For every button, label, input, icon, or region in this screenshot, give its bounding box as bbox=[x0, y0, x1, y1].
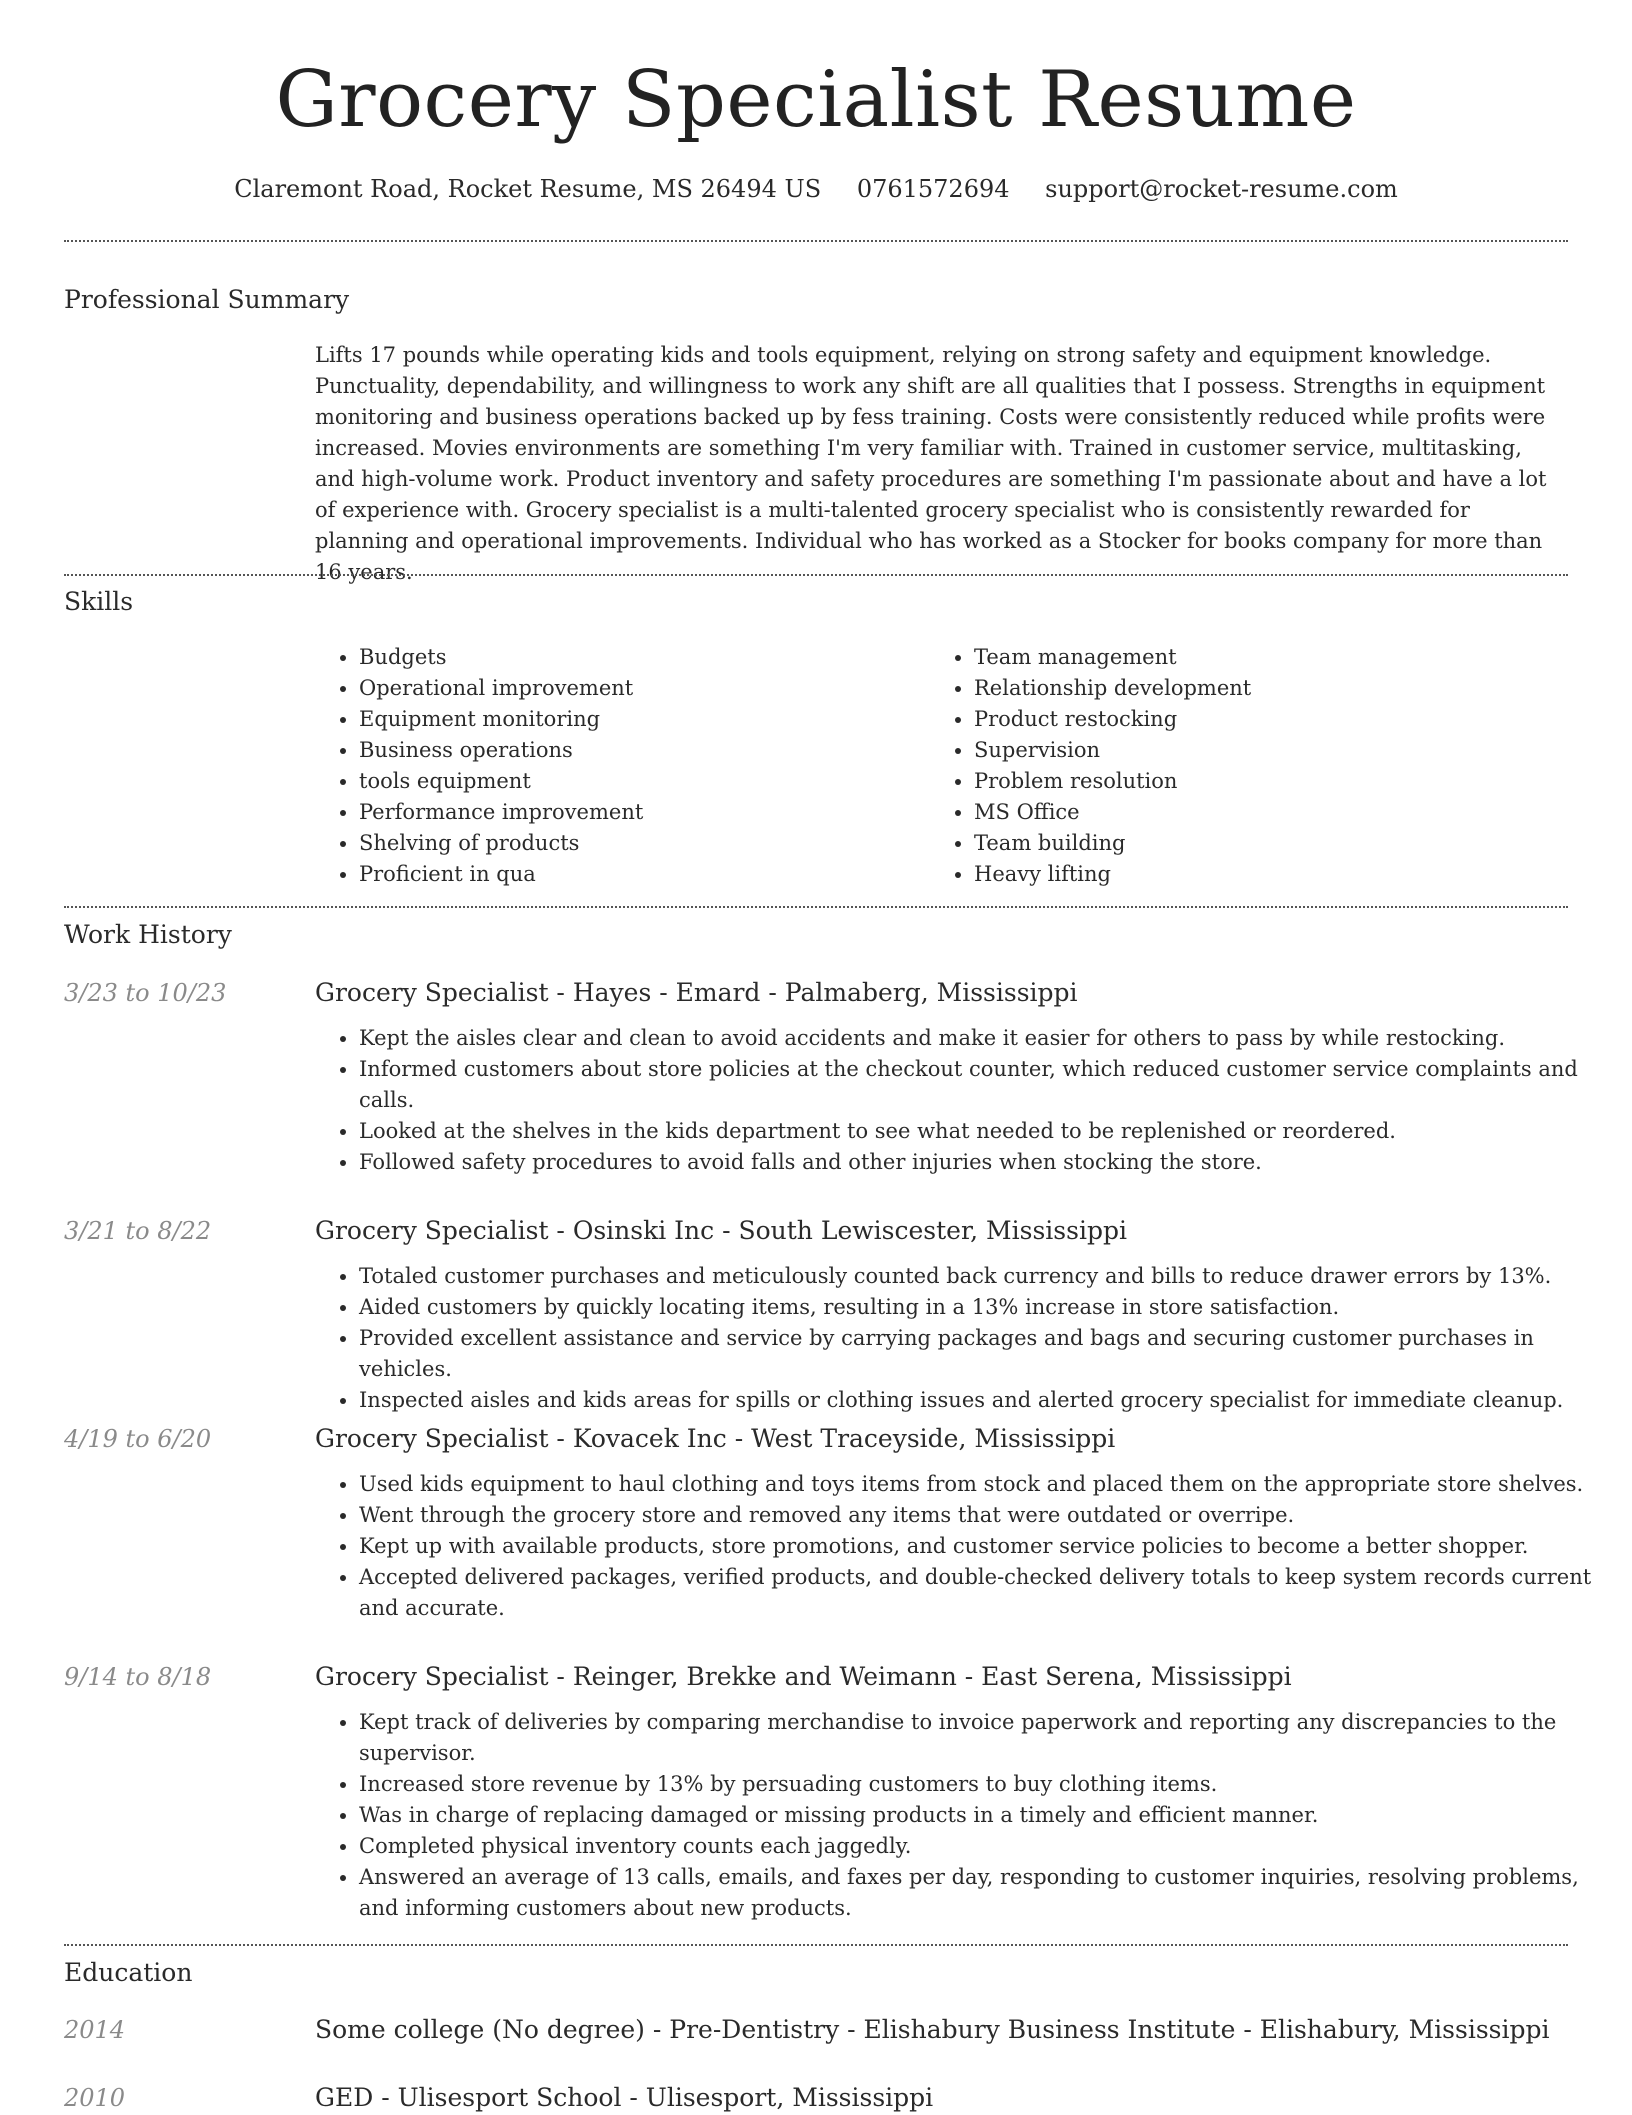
summary-heading: Professional Summary bbox=[64, 285, 350, 314]
job-date: 3/21 to 8/22 bbox=[64, 1217, 212, 1245]
job-bullet: • Used kids equipment to haul clothing and toys items from stock and placed them on the appropriate store shelves. bbox=[359, 1469, 1612, 1500]
job-bullet: • Informed customers about store policies at the checkout counter, which reduced customer service complaints and calls. bbox=[359, 1054, 1612, 1116]
divider bbox=[64, 1944, 1568, 1946]
skill-item: • Heavy lifting bbox=[974, 859, 1251, 890]
divider bbox=[64, 240, 1568, 242]
job-title: Grocery Specialist - Osinski Inc - South Lewiscester, Mississippi bbox=[315, 1216, 1127, 1245]
job-bullet: • Aided customers by quickly locating items, resulting in a 13% increase in store satisfaction. bbox=[359, 1292, 1612, 1323]
job-title: Grocery Specialist - Hayes - Emard - Palmaberg, Mississippi bbox=[315, 978, 1078, 1007]
skill-item: • Business operations bbox=[359, 735, 643, 766]
job-bullet: • Increased store revenue by 13% by persuading customers to buy clothing items. bbox=[359, 1769, 1612, 1800]
job-bullet: • Kept the aisles clear and clean to avoid accidents and make it easier for others to pass by while restocking. bbox=[359, 1023, 1612, 1054]
skill-item: • Relationship development bbox=[974, 673, 1251, 704]
skill-item: • Supervision bbox=[974, 735, 1251, 766]
job-title: Grocery Specialist - Reinger, Brekke and Weimann - East Serena, Mississippi bbox=[315, 1662, 1292, 1691]
job-bullet: • Completed physical inventory counts each jaggedly. bbox=[359, 1831, 1612, 1862]
resume-title: Grocery Specialist Resume bbox=[275, 55, 1357, 145]
job-bullets bbox=[315, 1023, 1612, 1178]
job-bullet: • Was in charge of replacing damaged or missing products in a timely and efficient manner. bbox=[359, 1800, 1612, 1831]
education-date: 2014 bbox=[64, 2016, 126, 2044]
education-title: Some college (No degree) - Pre-Dentistry - Elishabury Business Institute - Elishabury, Mississippi bbox=[315, 2015, 1550, 2044]
skills-list-left bbox=[315, 642, 643, 890]
skills-list-right bbox=[930, 642, 1251, 890]
skill-item: • Proficient in qua bbox=[359, 859, 643, 890]
skill-item: • Team building bbox=[974, 828, 1251, 859]
job-bullets bbox=[315, 1469, 1612, 1624]
education-date: 2010 bbox=[64, 2084, 126, 2112]
skill-item: • Product restocking bbox=[974, 704, 1251, 735]
job-bullets bbox=[315, 1707, 1612, 1924]
skill-item: • Operational improvement bbox=[359, 673, 643, 704]
skills-heading: Skills bbox=[64, 587, 134, 616]
job-title: Grocery Specialist - Kovacek Inc - West Traceyside, Mississippi bbox=[315, 1424, 1116, 1453]
job-bullet: • Accepted delivered packages, verified products, and double-checked delivery totals to keep system records current and accurate. bbox=[359, 1562, 1612, 1624]
divider bbox=[64, 906, 1568, 908]
job-date: 3/23 to 10/23 bbox=[64, 979, 227, 1007]
skill-item: • Shelving of products bbox=[359, 828, 643, 859]
education-title: GED - Ulisesport School - Ulisesport, Mississippi bbox=[315, 2083, 934, 2112]
job-bullet: • Kept track of deliveries by comparing merchandise to invoice paperwork and reporting any discrepancies to the supervisor. bbox=[359, 1707, 1612, 1769]
contact-phone: 0761572694 bbox=[856, 175, 1010, 203]
contact-line bbox=[64, 172, 1568, 206]
job-bullet: • Totaled customer purchases and meticulously counted back currency and bills to reduce drawer errors by 13%. bbox=[359, 1261, 1612, 1292]
job-bullets bbox=[315, 1261, 1612, 1416]
job-bullet: • Provided excellent assistance and service by carrying packages and bags and securing customer purchases in vehicles. bbox=[359, 1323, 1612, 1385]
skill-item: • Equipment monitoring bbox=[359, 704, 643, 735]
skill-item: • MS Office bbox=[974, 797, 1251, 828]
skill-item: • Budgets bbox=[359, 642, 643, 673]
job-bullet: • Looked at the shelves in the kids department to see what needed to be replenished or reordered. bbox=[359, 1116, 1612, 1147]
job-bullet: • Inspected aisles and kids areas for spills or clothing issues and alerted grocery specialist for immediate cleanup. bbox=[359, 1385, 1612, 1416]
skill-item: • Performance improvement bbox=[359, 797, 643, 828]
divider bbox=[64, 574, 1568, 576]
job-bullet: • Went through the grocery store and removed any items that were outdated or overripe. bbox=[359, 1500, 1612, 1531]
job-date: 4/19 to 6/20 bbox=[64, 1425, 212, 1453]
job-bullet: • Followed safety procedures to avoid falls and other injuries when stocking the store. bbox=[359, 1147, 1612, 1178]
contact-email[interactable]: support@rocket-resume.com bbox=[1045, 175, 1398, 203]
job-bullet: • Kept up with available products, store promotions, and customer service policies to become a better shopper. bbox=[359, 1531, 1612, 1562]
skill-item: • Problem resolution bbox=[974, 766, 1251, 797]
contact-address: Claremont Road, Rocket Resume, MS 26494 US bbox=[234, 175, 822, 203]
education-heading: Education bbox=[64, 1958, 193, 1987]
skill-item: • Team management bbox=[974, 642, 1251, 673]
summary-text: Lifts 17 pounds while operating kids and tools equipment, relying on strong safety and equipment knowledge. Punctuality, dependability, and willingness to work any shift are all qualities that I possess. Strengths in equipment monitoring and business operations backed up by fess training. Costs were consistently reduced while profits were increased. Movies environments are something I'm very familiar with. Trained in customer service, multitasking, and high-volume work. Product inventory and safety procedures are something I'm passionate about and have a lot of experience with. Grocery specialist is a multi-talented grocery specialist who is consistently rewarded for planning and operational improvements. Individual who has worked as a Stocker for books company for more than 16 years. bbox=[315, 343, 1547, 584]
skill-item: • tools equipment bbox=[359, 766, 643, 797]
job-date: 9/14 to 8/18 bbox=[64, 1663, 212, 1691]
work-heading: Work History bbox=[64, 920, 232, 949]
job-bullet: • Answered an average of 13 calls, emails, and faxes per day, responding to customer inquiries, resolving problems, and informing customers about new products. bbox=[359, 1862, 1612, 1924]
